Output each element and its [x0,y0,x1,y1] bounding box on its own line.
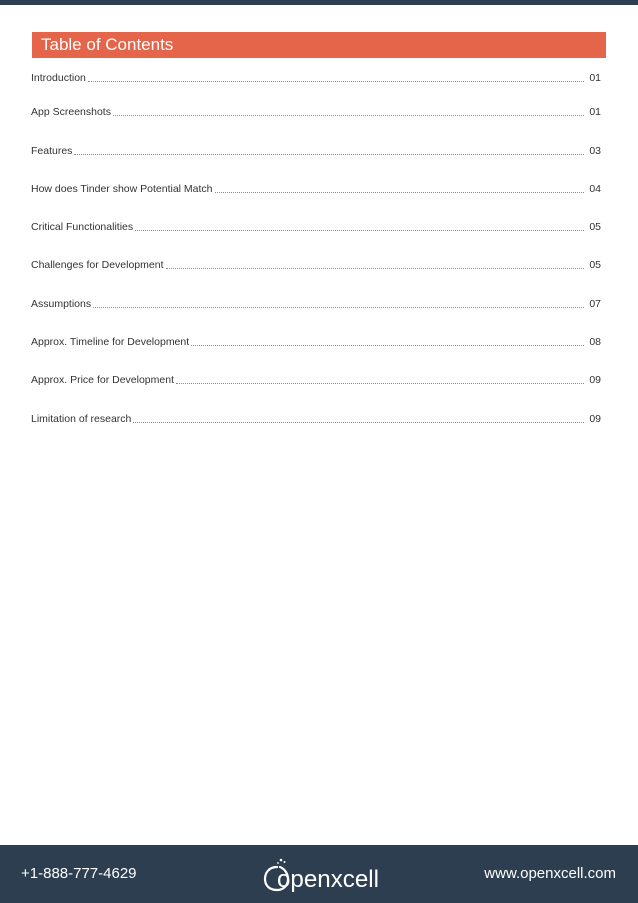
toc-leader-dots [176,383,584,384]
top-accent-bar [0,0,638,5]
toc-entry-page: 05 [589,259,601,272]
toc-entry-limitation[interactable] [31,392,601,430]
toc-header-banner [32,32,606,58]
toc-leader-dots [166,268,585,269]
toc-entry-label: Critical Functionalities [31,221,134,234]
toc-entry-features[interactable] [31,124,601,162]
toc-entry-page: 08 [589,336,601,349]
page-footer [0,845,638,903]
openxcell-logo-icon [263,857,381,893]
toc-leader-dots [215,192,584,193]
toc-entry-label: Introduction [31,72,86,84]
toc-entry-app-screenshots[interactable] [31,86,601,124]
toc-leader-dots [133,422,584,423]
toc-entry-timeline[interactable] [31,316,601,354]
toc-entry-page: 01 [589,72,601,84]
toc-entry-price[interactable] [31,354,601,392]
toc-entry-label: Approx. Price for Development [31,374,174,387]
toc-entry-label: Challenges for Development [31,259,164,272]
toc-leader-dots [113,115,584,116]
toc-entry-introduction[interactable] [31,70,601,86]
toc-entry-label: Limitation of research [31,412,132,425]
toc-entry-page: 01 [589,106,601,119]
toc-entry-page: 05 [589,221,601,234]
toc-leader-dots [135,230,584,231]
toc-entry-label: Approx. Timeline for Development [31,336,190,349]
toc-entry-critical-functionalities[interactable] [31,201,601,239]
toc-entry-label: Assumptions [31,297,92,310]
toc-entry-page: 09 [589,374,601,387]
toc-entry-label: App Screenshots [31,106,111,119]
toc-leader-dots [191,345,584,346]
toc-leader-dots [88,81,584,82]
toc-entry-label: How does Tinder show Potential Match [31,182,213,195]
toc-leader-dots [93,307,584,308]
toc-list [31,70,601,431]
toc-entry-page: 03 [589,144,601,157]
logo-wordmark: openxcell [277,866,379,893]
toc-entry-page: 04 [589,182,601,195]
footer-website-link[interactable]: www.openxcell.com [484,865,616,882]
toc-entry-challenges[interactable] [31,239,601,277]
toc-entry-label: Features [31,144,73,157]
toc-entry-page: 07 [589,297,601,310]
toc-entry-page: 09 [589,412,601,425]
footer-phone: +1-888-777-4629 [21,865,137,882]
toc-entry-potential-match[interactable] [31,163,601,201]
toc-entry-assumptions[interactable] [31,277,601,315]
toc-title: Table of Contents [41,35,174,54]
toc-leader-dots [74,154,584,155]
openxcell-logo [263,857,381,893]
